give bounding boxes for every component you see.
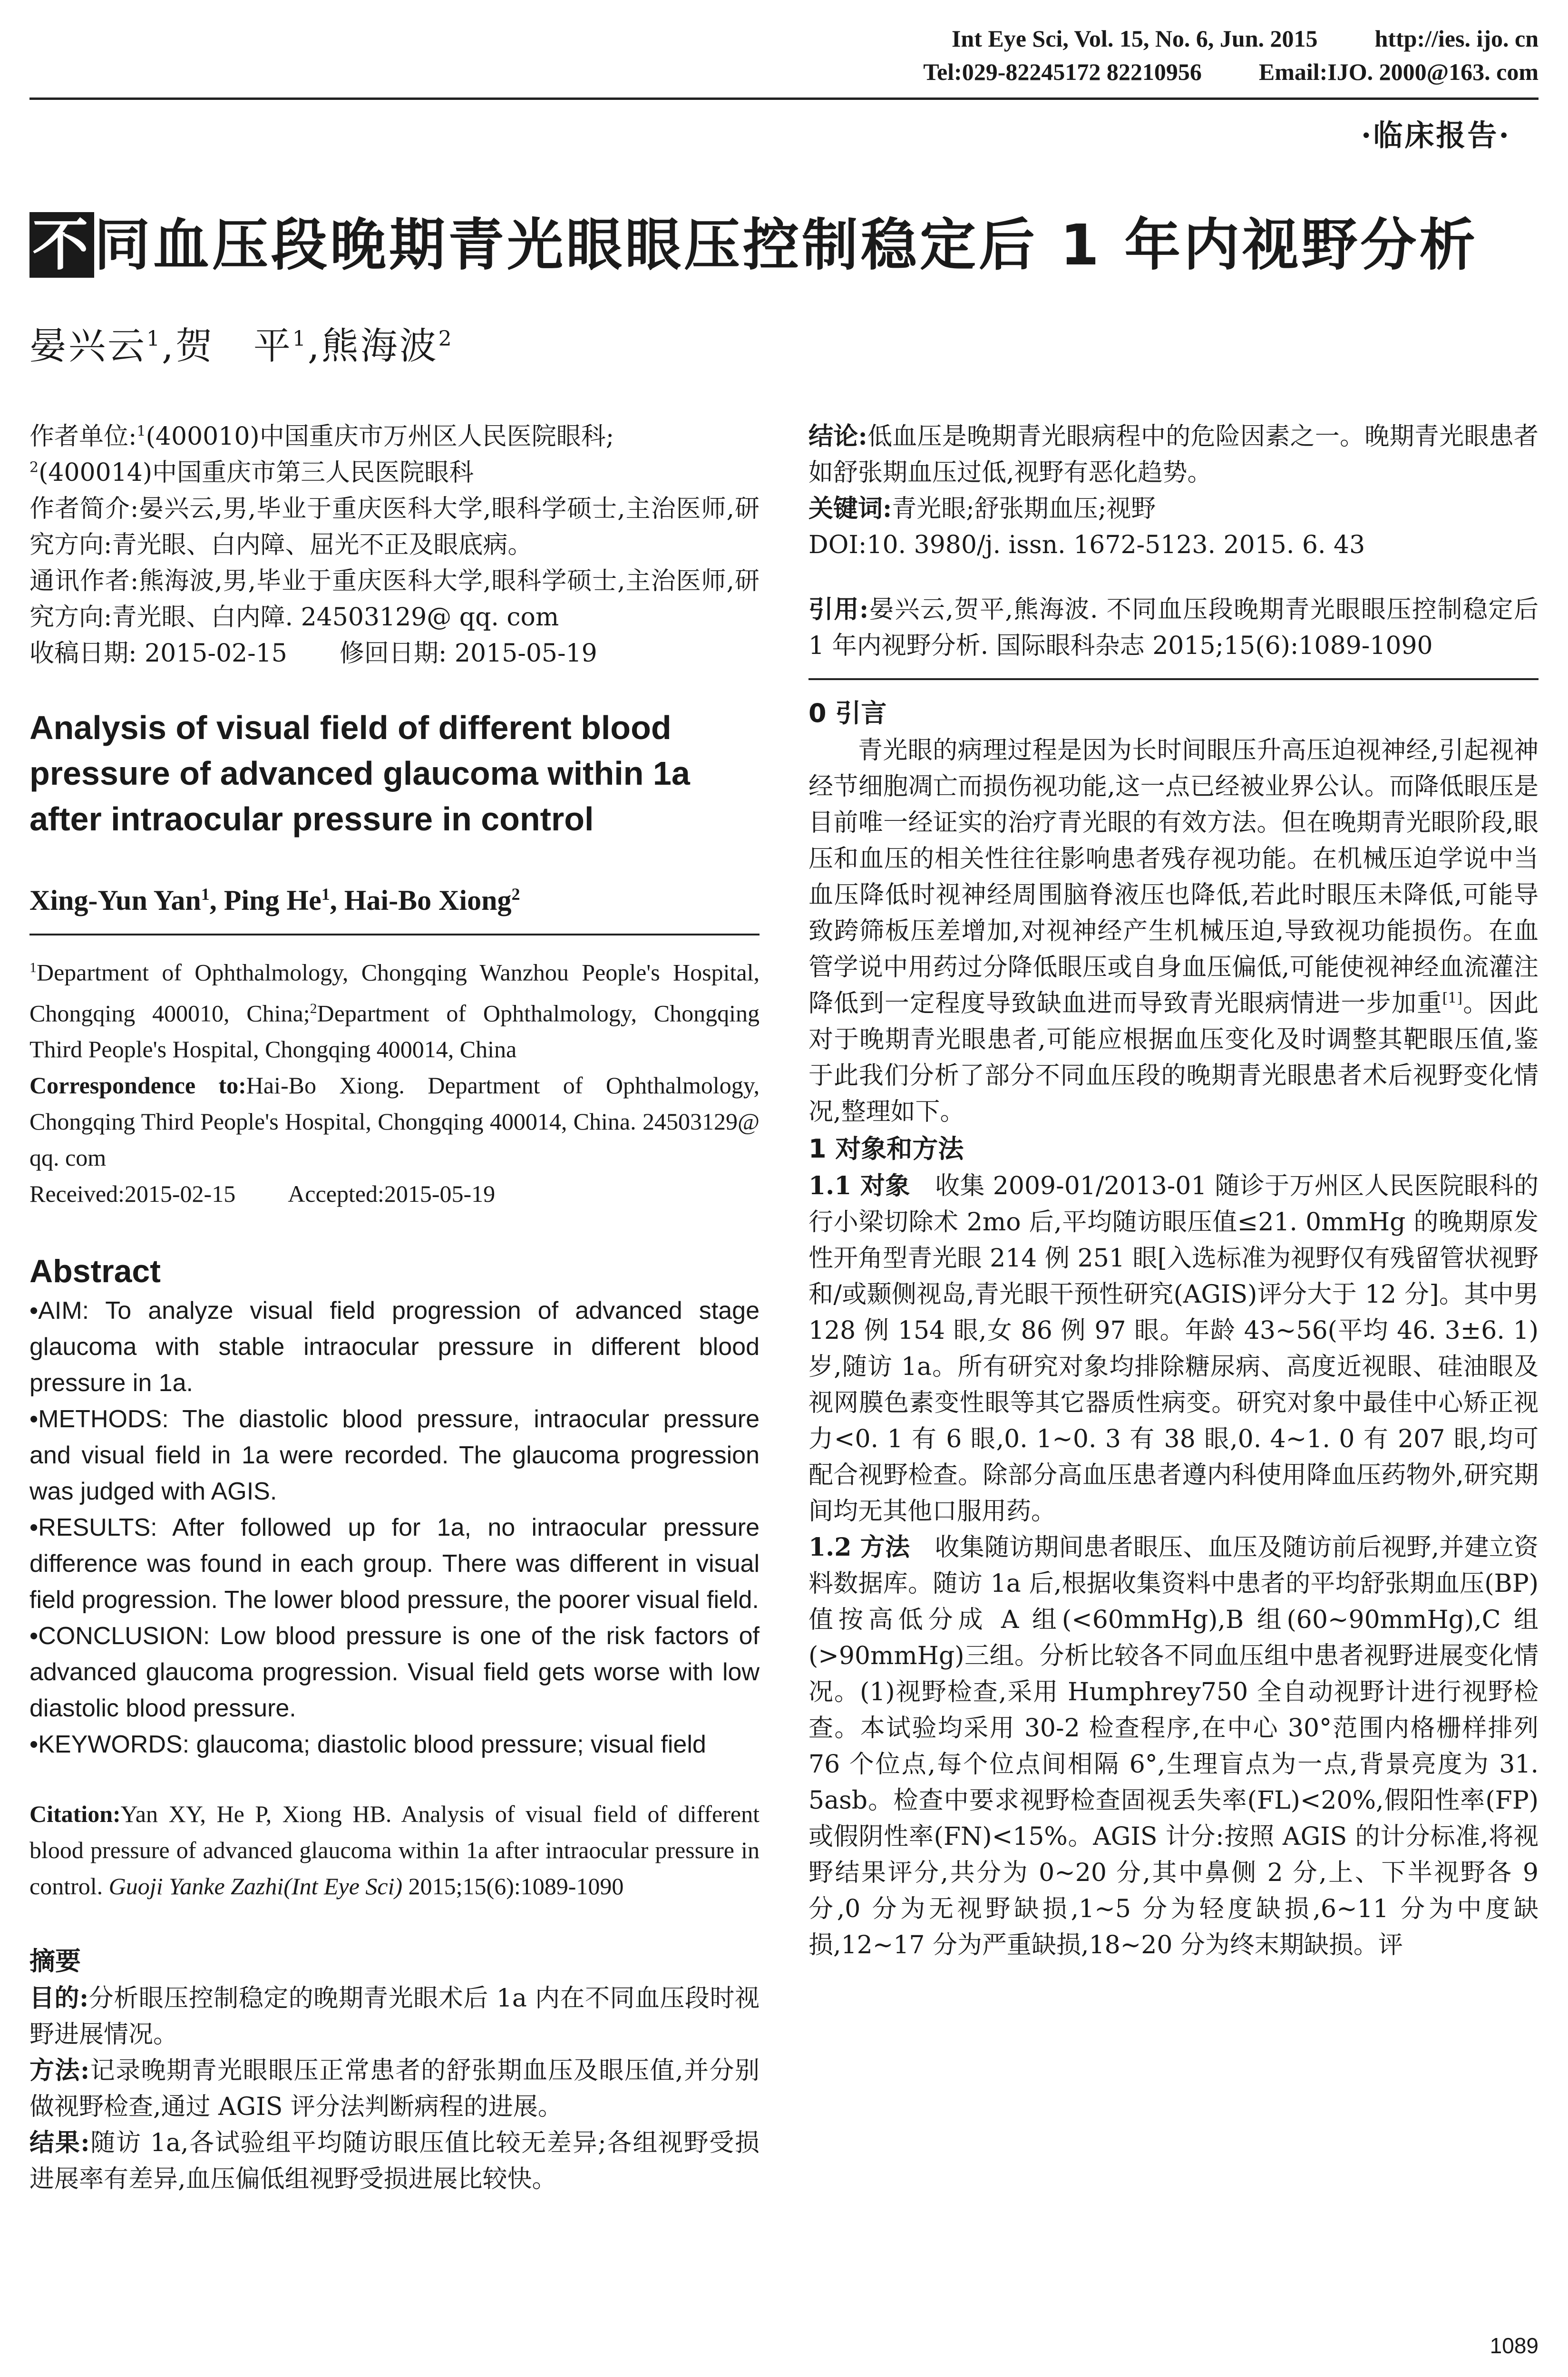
journal-tel: Tel:029-82245172 82210956	[923, 58, 1202, 85]
article-title	[29, 200, 1542, 281]
author-cn-2: 贺 平	[175, 325, 292, 368]
abstract-keywords: •KEYWORDS: glaucoma; diastolic blood pressure; visual field	[29, 1731, 706, 1759]
journal-url[interactable]: http://ies. ijo. cn	[1374, 25, 1539, 52]
header-divider	[29, 97, 1539, 100]
section-1-2: 1.2 方法 收集随访期间患者眼压、血压及随访前后视野,并建立资料数据库。随访 1a 后,根据收集资料中患者的平均舒张期血压(BP)值按高低分成 A 组(<60mmHg),B 组(60~90mmHg),C 组(>90mmHg)三组。分析比较各不同血压组中患者视野进展变化情况。(1)视野检查,采用 Humphrey750 全自动视野计进行视野检查。本试验均采用 30-2 检查程序,在中心 30°范围内格栅样排列 76 个位点,每个位点间相隔 6°,生理盲点为一点,背景亮度为 31. 5asb。检查中要求视野检查固视丢失率(FL)<20%,假阳性率(FP)或假阴性率(FN)<15%。AGIS 计分:按照 AGIS 的计分标准,将视野结果评分,共分为 0~20 分,其中鼻侧 2 分,上、下半视野各 9 分,0 分为无视野缺损,1~5 分为轻度缺损,6~11 分为中度缺损,12~17 分为严重缺损,18~20 分为终末期缺损。评	[808, 1533, 1539, 1959]
methods-heading: 1 对象和方法	[808, 1134, 964, 1164]
citation-en: Citation:Yan XY, He P, Xiong HB. Analysis of visual field of different blood pressure of advanced glaucoma within 1a after intraocular pressure in control. Guoji Yanke Zazhi(Int Eye Sci) 2015;15(6):1089-1090	[29, 1801, 760, 1900]
cn-abstract-conclusion: 结论:低血压是晚期青光眼病程中的危险因素之一。晚期青光眼患者如舒张期血压过低,视野有恶化趋势。	[808, 422, 1539, 487]
cn-abstract-results: 结果:随访 1a,各试验组平均随访眼压值比较无差异;各组视野受损进展率有差异,血压偏低组视野受损进展比较快。	[29, 2128, 760, 2194]
journal-email[interactable]: Email:IJO. 2000@163. com	[1258, 58, 1539, 85]
doi[interactable]: DOI:10. 3980/j. issn. 1672-5123. 2015. 6. 43	[808, 531, 1365, 559]
author-bio-cn: 作者简介:晏兴云,男,毕业于重庆医科大学,眼科学硕士,主治医师,研究方向:青光眼、白内障、屈光不正及眼底病。	[29, 495, 760, 559]
journal-citation: Int Eye Sci, Vol. 15, No. 6, Jun. 2015	[951, 25, 1318, 52]
cn-abstract-methods: 方法:记录晚期青光眼眼压正常患者的舒张期血压及眼压值,并分别做视野检查,通过 AGIS 评分法判断病程的进展。	[29, 2056, 760, 2122]
english-title: Analysis of visual field of different blood pressure of advanced glaucoma within 1a after intraocular pressure in control	[29, 709, 690, 838]
author-cn-1: 晏兴云	[29, 325, 147, 368]
intro-heading: 0 引言	[808, 698, 887, 728]
journal-header	[29, 19, 1539, 105]
cn-abstract-heading: 摘要	[29, 1946, 81, 1977]
header-row-journal	[952, 25, 1539, 52]
intro-body: 青光眼的病理过程是因为长时间眼压升高压迫视神经,引起视神经节细胞凋亡而损伤视功能,这一点已经被业界公认。而降低眼压是目前唯一经证实的治疗青光眼的有效方法。但在晚期青光眼阶段,眼压和血压的相关性往往影响患者残存视功能。在机械压迫学说中当血压降低时视神经周围脑脊液压也降低,若此时眼压未降低,可能导致跨筛板压差增加,对视神经产生机械压迫,导致视功能损伤。在血管学说中用药过分降低眼压或自身血压偏低,可能使视神经血流灌注降低到一定程度导致缺血进而导致青光眼病情进一步加重[1]。因此对于晚期青光眼患者,可能应根据血压变化及时调整其靶眼压值,鉴于此我们分析了部分不同血压段的晚期青光眼患者术后视野变化情况,整理如下。	[808, 736, 1539, 1126]
abstract-conclusion: •CONCLUSION: Low blood pressure is one of the risk factors of advanced glaucoma progression. Visual field gets worse with low diastolic blood pressure.	[29, 1622, 760, 1723]
cn-abstract-keywords: 关键词:青光眼;舒张期血压;视野	[808, 494, 1156, 523]
authors-cn: 晏兴云$^1$,贺 平$^1$,熊海波$^2$	[29, 325, 454, 368]
reference-1[interactable]: [1]	[1442, 990, 1463, 1007]
affiliation-cn: 作者单位:$^1$(400010)中国重庆市万州区人民医院眼科; $^2$(400014)中国重庆市第三人民医院眼科	[29, 422, 614, 487]
section-tag: ·临床报告·	[1361, 118, 1511, 153]
left-column	[29, 419, 760, 2197]
title-rest: 同血压段晚期青光眼眼压控制稳定后 1 年内视野分析	[94, 212, 1479, 278]
dates-cn: 收稿日期: 2015-02-15 修回日期: 2015-05-19	[29, 639, 597, 668]
abstract-heading: Abstract	[29, 1253, 161, 1290]
authors-en: Xing-Yun Yan$^1$, Ping He$^1$, Hai-Bo Xiong$^2$	[29, 885, 520, 916]
correspondence-en: Correspondence to:Hai-Bo Xiong. Department of Ophthalmology, Chongqing Third People's Hospital, Chongqing 400014, China. 24503129@ qq. com	[29, 1072, 760, 1171]
right-column	[808, 419, 1539, 1963]
abstract-results: •RESULTS: After followed up for 1a, no intraocular pressure difference was found in each group. There was different in visual field progression. The lower blood pressure, the poorer visual field.	[29, 1514, 760, 1614]
cn-abstract-aim: 目的:分析眼压控制稳定的晚期青光眼术后 1a 内在不同血压段时视野进展情况。	[29, 1984, 760, 2049]
corresponding-author-cn: 通讯作者:熊海波,男,毕业于重庆医科大学,眼科学硕士,主治医师,研究方向:青光眼、白内障. 24503129@ qq. com	[29, 567, 760, 632]
title-first-char: 不	[29, 212, 94, 278]
page-number: 1089	[1490, 2333, 1539, 2358]
abstract-methods: •METHODS: The diastolic blood pressure, intraocular pressure and visual field in 1a were recorded. The glaucoma progression was judged with AGIS.	[29, 1405, 760, 1506]
section-1-1: 1.1 对象 收集 2009-01/2013-01 随诊于万州区人民医院眼科的行小梁切除术 2mo 后,平均随访眼压值≤21. 0mmHg 的晚期原发性开角型青光眼 214 例 251 眼[入选标准为视野仅有残留管状视野和/或颞侧视岛,青光眼干预性研究(AGIS)评分大于 12 分]。其中男 128 例 154 眼,女 86 例 97 眼。年龄 43~56(平均 46. 3±6. 1)岁,随访 1a。所有研究对象均排除糖尿病、高度近视眼、硅油眼及视网膜色素变性眼等其它器质性病变。研究对象中最佳中心矫正视力<0. 1 有 6 眼,0. 1~0. 3 有 38 眼,0. 4~1. 0 有 207 眼,均可配合视野检查。除部分高血压患者遵内科使用降血压药物外,研究期间均无其他口服用药。	[808, 1171, 1539, 1526]
abstract-aim: •AIM: To analyze visual field progression of advanced stage glaucoma with stable intraocular pressure in different blood pressure in 1a.	[29, 1297, 760, 1397]
dates-en: Received:2015-02-15 Accepted:2015-05-19	[29, 1180, 496, 1208]
citation-cn: 引用:晏兴云,贺平,熊海波. 不同血压段晚期青光眼眼压控制稳定后 1 年内视野分析. 国际眼科杂志 2015;15(6):1089-1090	[808, 595, 1539, 660]
header-row-contact	[923, 58, 1539, 86]
affiliation-en: $^1$Department of Ophthalmology, Chongqing Wanzhou People's Hospital, Chongqing 400010, China;$^2$Department of Ophthalmology, Chongqing Third People's Hospital, Chongqing 400014, China	[29, 959, 760, 1063]
author-cn-3: 熊海波	[321, 325, 438, 368]
